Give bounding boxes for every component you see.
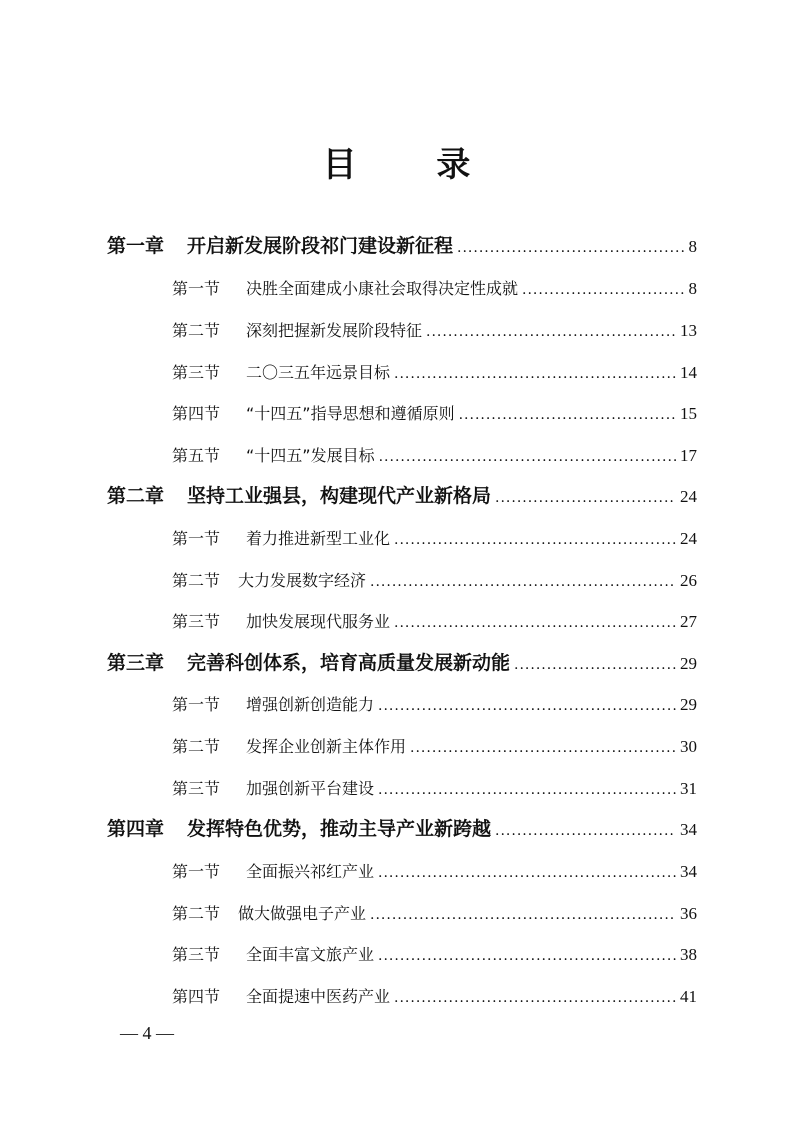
toc-section-title: 加强创新平台建设 xyxy=(246,779,375,798)
toc-page-number: 36 xyxy=(680,904,697,923)
toc-entry-section[interactable] xyxy=(172,732,697,762)
toc-chapter-title: 开启新发展阶段祁门建设新征程 xyxy=(187,235,454,257)
dot-leader xyxy=(378,775,676,805)
dot-leader xyxy=(426,317,676,347)
toc-entry-section[interactable] xyxy=(172,441,697,471)
toc-entry-chapter[interactable] xyxy=(107,481,697,511)
toc-page-number: 27 xyxy=(680,612,697,631)
toc-entry-section[interactable] xyxy=(172,524,697,554)
toc-chapter-title: 完善科创体系，培育高质量发展新动能 xyxy=(187,652,511,674)
toc-chapter-label: 第二章 xyxy=(107,485,165,507)
dot-leader xyxy=(495,483,676,513)
toc-entry-section[interactable] xyxy=(172,690,697,720)
toc-page-number: 13 xyxy=(680,321,697,340)
dot-leader xyxy=(459,400,676,430)
toc-entry-section[interactable] xyxy=(172,399,697,429)
toc-section-title: 着力推进新型工业化 xyxy=(246,529,391,548)
page-number-footer: — 4 — xyxy=(120,1023,174,1043)
toc-entry-section[interactable] xyxy=(172,566,697,596)
toc-entry-section[interactable] xyxy=(172,607,697,637)
dot-leader xyxy=(495,816,676,846)
dot-leader xyxy=(370,567,676,597)
dot-leader xyxy=(378,691,676,721)
toc-section-label: 第一节 xyxy=(172,695,221,714)
toc-page-number: 30 xyxy=(680,737,697,756)
toc-chapter-title: 发挥特色优势，推动主导产业新跨越 xyxy=(187,818,492,840)
toc-page-number: 8 xyxy=(688,279,697,298)
dot-leader xyxy=(378,858,676,888)
toc-section-label: 第三节 xyxy=(172,363,221,382)
dot-leader xyxy=(522,275,684,305)
toc-section-label: 第三节 xyxy=(172,612,221,631)
toc-entry-section[interactable] xyxy=(172,774,697,804)
toc-entry-section[interactable] xyxy=(172,899,697,929)
toc-section-label: 第五节 xyxy=(172,446,221,465)
toc-entry-section[interactable] xyxy=(172,857,697,887)
toc-section-title: 大力发展数字经济 xyxy=(238,571,367,590)
toc-section-title: 做大做强电子产业 xyxy=(238,904,367,923)
toc-chapter-title: 坚持工业强县，构建现代产业新格局 xyxy=(187,485,492,507)
toc-chapter-label: 第一章 xyxy=(107,235,165,257)
toc-page-number: 34 xyxy=(680,820,697,839)
dot-leader xyxy=(370,900,676,930)
toc-section-title: 加快发展现代服务业 xyxy=(246,612,391,631)
toc-section-label: 第二节 xyxy=(172,737,221,756)
toc-page-number: 17 xyxy=(680,446,697,465)
toc-page-number: 34 xyxy=(680,862,697,881)
dot-leader xyxy=(379,442,676,472)
toc-entry-chapter[interactable] xyxy=(107,648,697,678)
toc-section-title: 深刻把握新发展阶段特征 xyxy=(246,321,423,340)
toc-page-number: 29 xyxy=(680,695,697,714)
toc-section-title: 全面丰富文旅产业 xyxy=(246,945,375,964)
dot-leader xyxy=(378,941,676,971)
dot-leader xyxy=(394,359,676,389)
toc-section-label: 第一节 xyxy=(172,862,221,881)
toc-entry-chapter[interactable] xyxy=(107,231,697,261)
toc-entry-section[interactable] xyxy=(172,358,697,388)
toc-page-number: 38 xyxy=(680,945,697,964)
toc-section-title: 发挥企业创新主体作用 xyxy=(246,737,407,756)
toc-section-title: “十四五”发展目标 xyxy=(246,446,375,465)
toc-section-label: 第二节 xyxy=(172,571,221,590)
toc-section-label: 第一节 xyxy=(172,529,221,548)
toc-section-label: 第二节 xyxy=(172,904,221,923)
toc-page-number: 31 xyxy=(680,779,697,798)
dot-leader xyxy=(410,733,676,763)
toc-section-label: 第四节 xyxy=(172,987,221,1006)
toc-entry-section[interactable] xyxy=(172,274,697,304)
toc-page-number: 24 xyxy=(680,487,697,506)
toc-chapter-label: 第三章 xyxy=(107,652,165,674)
toc-section-label: 第三节 xyxy=(172,945,221,964)
toc-page-number: 8 xyxy=(688,237,697,256)
toc-page-number: 15 xyxy=(680,404,697,423)
toc-section-title: “十四五”指导思想和遵循原则 xyxy=(246,404,455,423)
toc-section-label: 第四节 xyxy=(172,404,221,423)
toc-section-label: 第三节 xyxy=(172,779,221,798)
toc-section-title: 全面振兴祁红产业 xyxy=(246,862,375,881)
toc-entry-section[interactable] xyxy=(172,316,697,346)
page-title: 目 录 xyxy=(322,145,505,185)
toc-page-number: 26 xyxy=(680,571,697,590)
dot-leader xyxy=(457,233,684,263)
toc-section-title: 增强创新创造能力 xyxy=(246,695,375,714)
toc-page-number: 29 xyxy=(680,654,697,673)
dot-leader xyxy=(394,525,676,555)
dot-leader xyxy=(394,608,676,638)
toc-entry-chapter[interactable] xyxy=(107,814,697,844)
toc-chapter-label: 第四章 xyxy=(107,818,165,840)
toc-section-title: 二〇三五年远景目标 xyxy=(246,363,391,382)
toc-page-number: 24 xyxy=(680,529,697,548)
toc-section-title: 决胜全面建成小康社会取得决定性成就 xyxy=(246,279,519,298)
toc-entry-section[interactable] xyxy=(172,982,697,1012)
dot-leader xyxy=(514,650,676,680)
toc-section-label: 第二节 xyxy=(172,321,221,340)
toc-page-number: 14 xyxy=(680,363,697,382)
toc-section-label: 第一节 xyxy=(172,279,221,298)
toc-section-title: 全面提速中医药产业 xyxy=(246,987,391,1006)
dot-leader xyxy=(394,983,676,1013)
toc-entry-section[interactable] xyxy=(172,940,697,970)
toc-page-number: 41 xyxy=(680,987,697,1006)
